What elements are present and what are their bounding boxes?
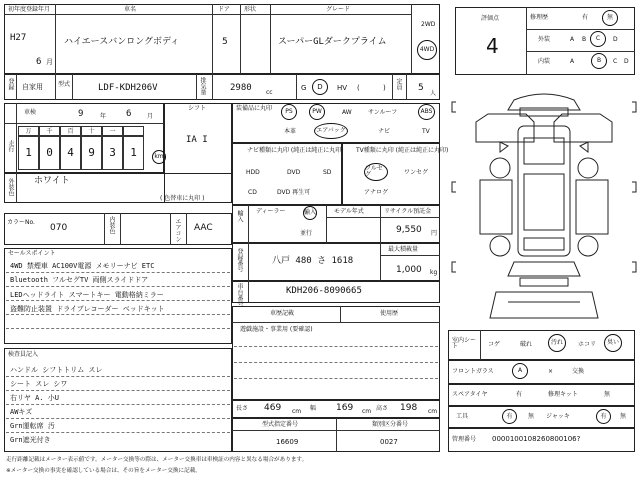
capacity-label: 定員 — [395, 78, 402, 90]
inspector-note-line: AWキズ — [10, 408, 33, 416]
tools-label: 工具 — [456, 413, 469, 420]
model-name-label: 車名 — [124, 6, 137, 13]
mileage-digit: 0 — [39, 136, 60, 170]
tools-yes-circle: 有 — [502, 409, 517, 424]
sales-point-line: LEDヘッドライト スマートキー 電動格納ミラー — [10, 291, 164, 299]
color-no-label: カラーNo. — [7, 219, 35, 226]
history-box — [232, 306, 440, 400]
class-cert-value: 0027 — [380, 438, 398, 446]
equip-abs-circle: ABS — [418, 104, 435, 120]
displacement-unit: cc — [266, 89, 273, 96]
ac-value: AAC — [194, 223, 213, 233]
inspection-month: 6 — [126, 109, 132, 119]
registration-no-value: 八戸 480 さ 1618 — [272, 256, 354, 266]
history-note-label: 遊戯施設・事業用 (要確認) — [240, 326, 313, 333]
equip-tv: TV — [422, 128, 430, 135]
color-value: ホワイト — [34, 176, 70, 186]
usage-label: 使用歴 — [380, 310, 399, 317]
glass-a-circle: A — [512, 363, 528, 379]
mileage-digit: 4 — [60, 136, 81, 170]
registration-value: 自家用 — [22, 83, 43, 91]
doors-label: ドア — [218, 6, 230, 13]
equip-aw: AW — [342, 109, 352, 116]
fuel-paren-close: ) — [383, 84, 386, 92]
navi-hdd: HDD — [246, 169, 260, 176]
color-no-value: 070 — [50, 223, 68, 233]
mileage-digit: 3 — [102, 136, 123, 170]
tv-fullseg-circle: フルセグ — [364, 163, 388, 181]
equip-navi: ナビ — [378, 128, 391, 135]
navi-sd: SD — [323, 169, 332, 176]
dealer-import-circle: 輸入 — [303, 206, 317, 220]
interior-b-circle: B — [591, 53, 607, 69]
inspector-note-line: ハンドル シフトトリム スレ — [10, 366, 103, 374]
equip-ps-circle: PS — [281, 104, 297, 120]
mileage-header-cell: 万 — [18, 126, 39, 136]
shift-label: シフト — [188, 105, 207, 112]
mileage-unit-circle: km — [152, 150, 166, 164]
length-value: 469 — [264, 403, 282, 413]
tv-oneseg: ワンセグ — [404, 169, 429, 176]
fuel-paren-open: ( — [357, 84, 360, 92]
height-value: 198 — [400, 403, 418, 413]
seat-dust: ホコリ — [578, 341, 597, 348]
equip-pw-circle: PW — [309, 104, 325, 120]
dealer-label: 輸入 — [236, 210, 243, 222]
max-load-unit: kg — [430, 269, 438, 276]
interior-color-label: 内装色 — [108, 216, 115, 234]
twowd-label: 2WD — [421, 21, 436, 28]
score-label: 評価点 — [481, 15, 500, 22]
recycle-value: 9,550 — [396, 225, 422, 235]
equipment-label: 装備品に丸印 — [236, 105, 273, 112]
navi-cd: CD — [248, 189, 257, 196]
shape-label: 形状 — [244, 6, 257, 13]
type-cert-value: 16609 — [276, 438, 299, 446]
inspector-note-line: Grn運転席 汚 — [10, 422, 55, 430]
seat-smell-circle: 臭い — [604, 334, 622, 352]
inspection-year-unit: 年 — [100, 113, 107, 120]
inspector-notes-label: 検査員記入 — [8, 351, 39, 358]
sales-point-line: 4WD 禁煙車 AC100V電源 メモリーナビ ETC — [10, 262, 155, 270]
sales-point-line: Bluetooth フルセグTV 両側スライドドア — [10, 276, 149, 284]
spare-label: スペアタイヤ — [452, 391, 488, 398]
width-label: 幅 — [310, 405, 317, 412]
exterior-b: B — [582, 36, 587, 43]
dealer-parallel: 並行 — [300, 230, 313, 237]
grade-label: グレード — [326, 6, 351, 13]
model-year-label: モデル年式 — [334, 208, 364, 215]
height-unit: cm — [428, 408, 438, 415]
glass-x: × — [548, 368, 554, 375]
tv-label: TV種類に丸印 (純正は純正に丸印) — [356, 147, 449, 154]
fuel-hv: HV — [337, 84, 348, 92]
navi-label: ナビ種類に丸印 (純正は純正に丸印) — [247, 147, 344, 154]
width-value: 169 — [336, 403, 354, 413]
spare-yes: 有 — [516, 391, 523, 398]
glass-replace: 交換 — [572, 368, 585, 375]
mileage-digit: 1 — [123, 136, 144, 170]
width-unit: cm — [362, 408, 372, 415]
registration-label: 登録 — [7, 78, 14, 90]
ac-label: エアコン — [174, 218, 181, 242]
mileage-label: 走行 — [7, 140, 14, 152]
exterior-c-circle: C — [590, 31, 606, 47]
sales-points-label: セールスポイント — [8, 250, 56, 257]
displacement-label: 排気量 — [199, 77, 206, 95]
doors-value: 5 — [222, 37, 228, 47]
exterior-label: 外装 — [538, 36, 551, 43]
model-name-value: ハイエースバンロングボディ — [64, 37, 180, 47]
displacement-value: 2980 — [230, 83, 252, 93]
seat-dirt-circle: 汚れ — [548, 334, 566, 352]
first-reg-month-unit: 月 — [46, 58, 53, 66]
shift-value: IA I — [186, 135, 208, 145]
mileage-header-cell: 百 — [60, 126, 81, 136]
navi-dvd: DVD — [287, 169, 301, 176]
dealer-type-label: ディーラー — [256, 208, 286, 215]
capacity-unit: 人 — [430, 90, 437, 97]
fourwd-circle: 4WD — [417, 40, 437, 60]
inspection-month-unit: 月 — [147, 113, 154, 120]
fuel-d-circle: D — [312, 79, 328, 95]
score-value: 4 — [486, 34, 499, 58]
type-cert-label: 型式指定番号 — [262, 421, 299, 428]
management-label: 管理番号 — [452, 436, 477, 443]
spare-no: 無 — [604, 391, 611, 398]
first-reg-value: H27 — [10, 33, 27, 43]
inspector-note-line: シート スレ シワ — [10, 380, 68, 388]
spare-kit: 修理キット — [548, 391, 578, 398]
recycle-label: リサイクル預託金 — [384, 208, 432, 215]
color-label: 外装色 — [7, 178, 14, 196]
mileage-header-cell: 十 — [81, 126, 102, 136]
grade-value: スーパーGLダークプライム — [278, 37, 387, 47]
jack-label: ジャッキ — [546, 413, 570, 420]
interior-d: D — [624, 58, 629, 65]
model-code-label: 型式 — [58, 81, 71, 88]
equip-sunroof: サンルーフ — [368, 109, 398, 116]
repair-label: 修理歴 — [530, 14, 549, 21]
seat-tear: 破れ — [520, 341, 533, 348]
tools-no: 無 — [528, 413, 535, 420]
first-reg-label: 初年度登録年月 — [8, 6, 51, 13]
footer-line-2: ※メーター交換の事実を確認している場合は、その旨をメーター交換に記載。 — [6, 468, 201, 474]
capacity-value: 5 — [418, 83, 424, 93]
first-reg-month: 6 — [36, 57, 42, 67]
length-unit: cm — [292, 408, 302, 415]
registration-no-label: 登録番号 — [236, 248, 243, 272]
equip-airbag-circle: エアバッグ — [314, 123, 348, 139]
height-label: 高さ — [376, 405, 389, 412]
class-cert-label: 類別区分番号 — [372, 421, 409, 428]
navi-dvd-play: DVD 再生可 — [277, 189, 311, 196]
equip-leather: 本革 — [284, 128, 297, 135]
jack-yes-circle: 有 — [596, 409, 611, 424]
seat-burn: コゲ — [488, 341, 501, 348]
exterior-d: D — [613, 36, 618, 43]
inspection-year: 9 — [78, 109, 84, 119]
mileage-header-cell — [123, 126, 144, 136]
mileage-digit: 9 — [81, 136, 102, 170]
interior-a: A — [570, 58, 575, 65]
inspection-label: 車検 — [24, 109, 37, 116]
mileage-header-cell: 千 — [39, 126, 60, 136]
interior-c: C — [613, 58, 618, 65]
sales-point-line: 盗難防止装置 ドライブレコーダー ベッドキット — [10, 305, 165, 313]
exterior-a: A — [570, 36, 575, 43]
management-value: 0000100108260800106? — [492, 435, 581, 443]
fuel-g: G — [301, 84, 307, 92]
chassis-label: 車台番号 — [236, 283, 243, 307]
model-code-value: LDF-KDH206V — [98, 83, 158, 93]
chassis-value: KDH206-8090665 — [286, 286, 362, 296]
interior-seat-label: 室内シート — [452, 337, 477, 350]
max-load-value: 1,000 — [396, 265, 422, 275]
interior-label: 内装 — [538, 58, 551, 65]
inspector-note-line: Grn遮光付き — [10, 436, 51, 444]
rental-label: 車歴記載 — [270, 310, 295, 317]
glass-label: フロントガラス — [452, 368, 494, 375]
tv-analog: アナログ — [364, 189, 389, 196]
mileage-header-cell: 一 — [102, 126, 123, 136]
repair-yes: 有 — [582, 14, 589, 21]
repair-no-circle: 無 — [602, 10, 618, 26]
footer-line-1: 走行距離記載はメーター表示値です。メーター交換等の際は、メーター交換車は車検証の内容と異なる場合があります。 — [6, 457, 308, 463]
color-note: ( 色替車に丸印 ) — [160, 195, 205, 202]
max-load-label: 最大積載量 — [388, 246, 419, 253]
inspector-note-line: 右リヤ A. 小U — [10, 394, 59, 402]
mileage-digit: 1 — [18, 136, 39, 170]
recycle-unit: 円 — [431, 230, 438, 237]
length-label: 長さ — [236, 405, 249, 412]
jack-no: 無 — [620, 413, 627, 420]
car-damage-diagram — [448, 82, 640, 330]
